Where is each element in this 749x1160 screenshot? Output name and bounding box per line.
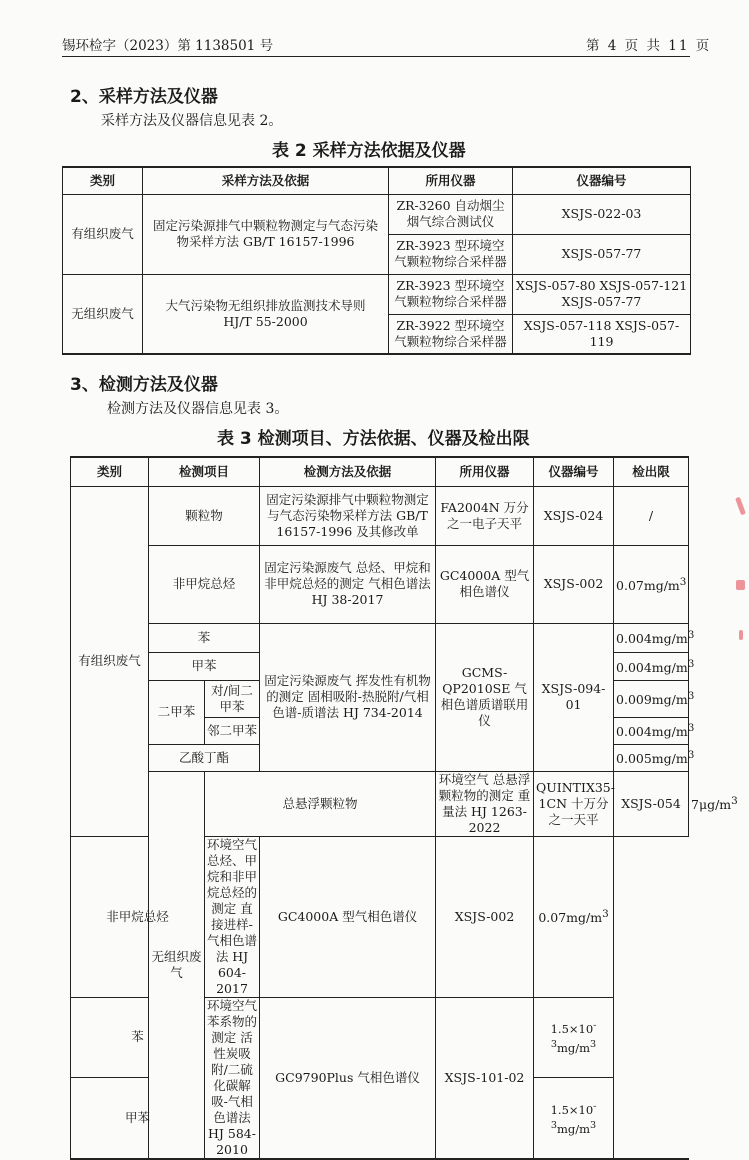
- table3-header-category: 类别: [71, 457, 149, 486]
- table2-method-line1: 大气污染物无组织排放监测技术导则: [165, 297, 366, 313]
- section3-title: 3、检测方法及仪器: [70, 375, 218, 395]
- seal-fragment-3: [739, 630, 743, 640]
- table3-header-limit: 检出限: [614, 457, 689, 486]
- table2-method: [143, 274, 389, 354]
- seal-fragment-2: [736, 580, 745, 590]
- table3-method-standard: HJ 38-2017: [311, 592, 384, 607]
- limit-value: 0.004mg/m: [616, 724, 688, 740]
- table3-caption: 表 3 检测项目、方法依据、仪器及检出限: [217, 429, 530, 449]
- table3-limit: [614, 717, 695, 744]
- table3-limit: [614, 545, 689, 623]
- table2-header-instrument: 所用仪器: [389, 167, 513, 194]
- table3-instrument: GC9790Plus 气相色谱仪: [260, 997, 436, 1159]
- table3-header-item: 检测项目: [149, 457, 260, 486]
- seal-fragment-1: [735, 497, 746, 516]
- table3-method: 环境空气 总烃、甲烷和非甲烷总烃的测定 直接进样-气相色谱法 HJ 604-2017: [205, 836, 260, 997]
- limit-value: 0.009mg/m: [616, 692, 688, 708]
- table3-limit: [534, 997, 614, 1077]
- table3-instrument: GCMS-QP2010SE 气相色谱质谱联用仪: [436, 623, 534, 771]
- limit-superscript: 3: [602, 908, 609, 921]
- table2-instrument: ZR-3260 自动烟尘烟气综合测试仪: [389, 194, 513, 234]
- limit-value: 7μg/m: [691, 797, 732, 813]
- table3-method: 固定污染源排气中颗粒物测定与气态污染物采样方法 GB/T 16157-1996 及其修改单: [260, 486, 436, 545]
- table3-category: 无组织废气: [149, 771, 205, 1159]
- limit-value: 0.005mg/m: [616, 751, 688, 767]
- section3-intro: 检测方法及仪器信息见表 3。: [107, 401, 289, 417]
- report-number: 锡环检字（2023）第 1138501 号: [62, 38, 274, 54]
- table2: [62, 166, 691, 355]
- table3-method: [260, 545, 436, 623]
- table3-limit: [534, 836, 614, 997]
- limit-exponent: -3: [550, 1100, 597, 1131]
- table3-method-text: 固定污染源废气 总烃、甲烷和非甲烷总烃的测定 气相色谱法: [264, 560, 431, 591]
- section2-title: 2、采样方法及仪器: [70, 87, 218, 107]
- table3-subitem: 邻二甲苯: [205, 717, 260, 744]
- table3-instrument: FA2004N 万分之一电子天平: [436, 486, 534, 545]
- limit-superscript: 3: [590, 1119, 597, 1131]
- page-indicator: 第 4 页 共 11 页: [586, 38, 712, 54]
- table3-limit: [614, 744, 695, 771]
- limit-unit: mg/m: [556, 1121, 591, 1136]
- table3-code: XSJS-024: [534, 486, 614, 545]
- limit-superscript: 3: [590, 1039, 597, 1051]
- table2-instrument: ZR-3923 型环境空气颗粒物综合采样器: [389, 274, 513, 314]
- table2-caption: 表 2 采样方法依据及仪器: [272, 141, 466, 161]
- section2-intro: 采样方法及仪器信息见表 2。: [101, 113, 283, 129]
- table3-method: 固定污染源废气 挥发性有机物的测定 固相吸附-热脱附/气相色谱-质谱法 HJ 734-2014: [260, 623, 436, 771]
- limit-superscript: 3: [679, 575, 687, 588]
- table2-code: XSJS-057-118 XSJS-057-119: [513, 314, 691, 354]
- table2-header-code: 仪器编号: [513, 167, 691, 194]
- table3-code: XSJS-002: [534, 545, 614, 623]
- table3-limit: /: [614, 486, 689, 545]
- table3-instrument: QUINTIX35-1CN 十万分之一天平: [534, 771, 614, 836]
- table2-code: [513, 274, 691, 314]
- limit-superscript: 3: [687, 657, 695, 670]
- table3-header-code: 仪器编号: [534, 457, 614, 486]
- table3-item: 颗粒物: [149, 486, 260, 545]
- table3-instrument: GC4000A 型气相色谱仪: [436, 545, 534, 623]
- table3-item-group: 二甲苯: [149, 680, 205, 744]
- table2-category: 有组织废气: [63, 194, 143, 274]
- table3-item: 总悬浮颗粒物: [205, 771, 436, 836]
- limit-superscript: 3: [731, 795, 738, 808]
- limit-superscript: 3: [687, 722, 695, 735]
- table3-item: 甲苯: [149, 652, 260, 680]
- limit-value: 1.5×10: [550, 1102, 594, 1117]
- table2-instrument: ZR-3922 型环境空气颗粒物综合采样器: [389, 314, 513, 354]
- table3-item: 苯: [71, 997, 205, 1077]
- table2-instrument: ZR-3923 型环境空气颗粒物综合采样器: [389, 234, 513, 274]
- table2-code-line2: XSJS-057-77: [561, 294, 642, 309]
- table2-code: XSJS-057-77: [513, 234, 691, 274]
- table2-method: 固定污染源排气中颗粒物测定与气态污染物采样方法 GB/T 16157-1996: [143, 194, 389, 274]
- table3-method: 环境空气 总悬浮颗粒物的测定 重量法 HJ 1263-2022: [436, 771, 534, 836]
- table3-category: 有组织废气: [71, 486, 149, 836]
- table3-header-instrument: 所用仪器: [436, 457, 534, 486]
- table3-subitem: 对/间二甲苯: [205, 680, 260, 717]
- limit-superscript: 3: [687, 690, 695, 703]
- limit-value: 0.004mg/m: [616, 631, 688, 647]
- table3-method: 环境空气 苯系物的测定 活性炭吸附/二硫化碳解吸-气相色谱法 HJ 584-2010: [205, 997, 260, 1159]
- table2-method-line2: HJ/T 55-2000: [223, 313, 308, 329]
- table3-header-method: 检测方法及依据: [260, 457, 436, 486]
- limit-superscript: 3: [687, 749, 695, 762]
- limit-unit: mg/m: [556, 1040, 591, 1055]
- table2-header-method: 采样方法及依据: [143, 167, 389, 194]
- limit-exponent: -3: [550, 1020, 597, 1051]
- table3-instrument: GC4000A 型气相色谱仪: [260, 836, 436, 997]
- table2-code-line1: XSJS-057-80 XSJS-057-121: [515, 278, 688, 293]
- table3-limit: [614, 680, 695, 717]
- table2-header-category: 类别: [63, 167, 143, 194]
- table3-item: 非甲烷总烃: [71, 836, 205, 997]
- table3-item: 甲苯: [71, 1077, 205, 1158]
- header-divider: [62, 56, 690, 57]
- table3-limit: [614, 652, 695, 680]
- table3-item: 非甲烷总烃: [149, 545, 260, 623]
- table2-category: 无组织废气: [63, 274, 143, 354]
- limit-value: 0.004mg/m: [616, 660, 688, 676]
- limit-value: 1.5×10: [550, 1022, 594, 1037]
- limit-value: 0.07mg/m: [538, 910, 603, 926]
- table3-code: XSJS-101-02: [436, 997, 534, 1159]
- table3-limit: [614, 623, 695, 652]
- table3-code: XSJS-054: [614, 771, 689, 836]
- table3-code: XSJS-094-01: [534, 623, 614, 771]
- table3-limit: [534, 1077, 614, 1158]
- table3-item: 乙酸丁酯: [149, 744, 260, 771]
- table2-code: XSJS-022-03: [513, 194, 691, 234]
- limit-value: 0.07mg/m: [616, 578, 680, 594]
- limit-superscript: 3: [687, 629, 695, 642]
- table3-item: 苯: [149, 623, 260, 652]
- table3-code: XSJS-002: [436, 836, 534, 997]
